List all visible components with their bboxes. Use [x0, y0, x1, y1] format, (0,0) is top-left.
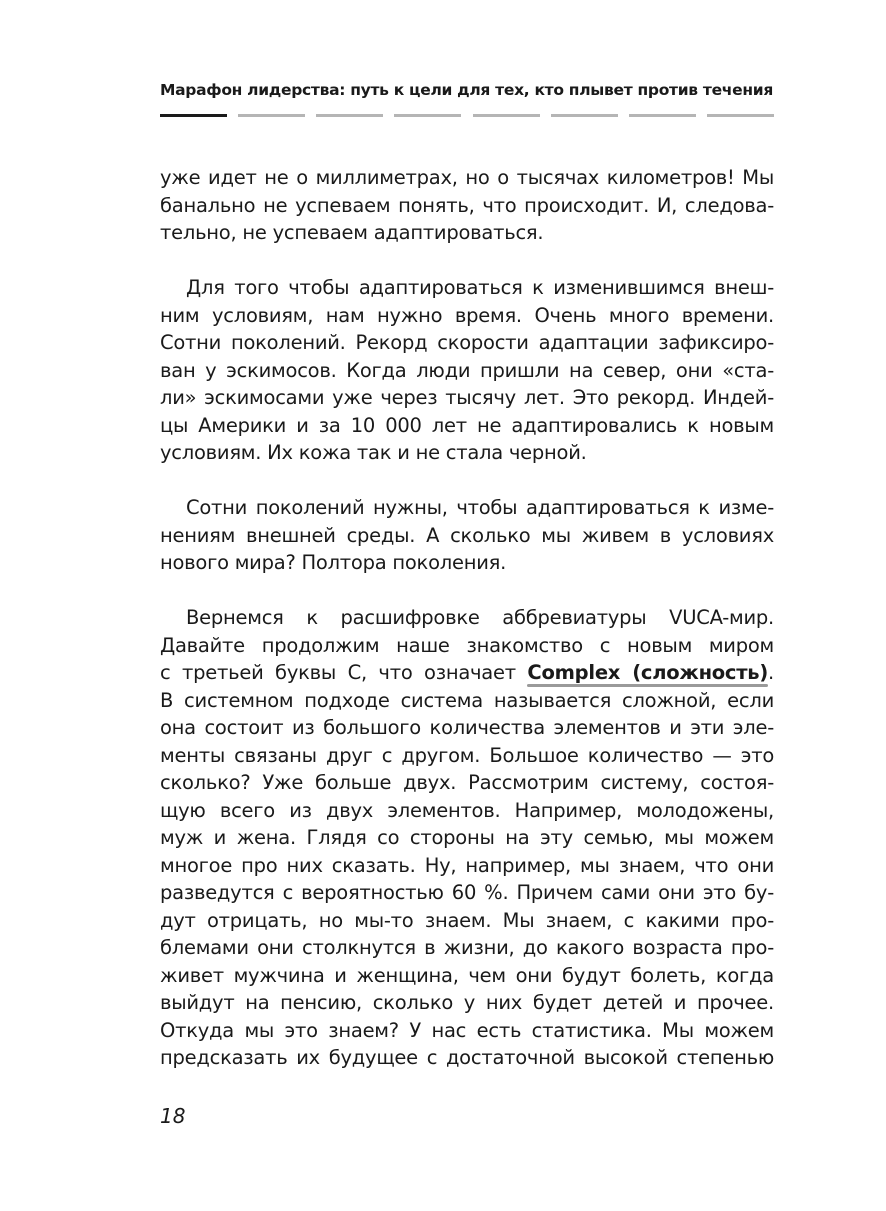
paragraph-3: [160, 494, 774, 577]
text-line: ним условиям, нам нужно время. Очень много времени.: [160, 303, 774, 327]
text-line: уже идет не о миллиметрах, но о тысячах километров! Мы: [160, 166, 774, 189]
paragraph-4: [160, 604, 774, 1072]
text-line-with-term: [160, 659, 774, 687]
paragraph-2: [160, 274, 774, 467]
text-line: Для того чтобы адаптироваться к изменившимся внеш-: [186, 276, 774, 299]
paragraph-1: [160, 164, 774, 247]
text-line: банально не успеваем понять, что происходит. И, следова-: [160, 193, 774, 217]
text-line: Сотни поколений. Рекорд скорости адаптации зафиксиро-: [160, 331, 774, 354]
term-underline: [527, 684, 768, 687]
text-line: щую всего из двух элементов. Например, молодожены,: [160, 798, 774, 822]
text-line: дут отрицать, но мы-то знаем. Мы знаем, с какими про-: [160, 908, 774, 932]
text-line: Давайте продолжим наше знакомство с новым миром: [160, 633, 774, 657]
header-rule-segment: [473, 114, 540, 117]
term-text: Complex (сложность): [527, 661, 769, 684]
text-line: цы Америки и за 10 000 лет не адаптировались к новым: [160, 413, 774, 437]
header-rule-segment: [238, 114, 305, 117]
text-line: Сотни поколений нужны, чтобы адаптироваться к изме-: [186, 496, 774, 519]
text-line: нового мира? Полтора поколения.: [160, 551, 507, 574]
text-line: многое про них сказать. Ну, например, мы знаем, что они: [160, 853, 774, 877]
text-line: В системном подходе система называется сложной, если: [160, 688, 774, 712]
header-rule-segment: [316, 114, 383, 117]
term-suffix: .: [768, 661, 774, 684]
header-rule-segment: [394, 114, 461, 117]
running-header: Марафон лидерства: путь к цели для тех, кто плывет против течения: [160, 81, 773, 99]
text-line: она состоит из большого количества элементов и эти эле-: [160, 716, 774, 739]
text-line: ли» эскимосами уже через тысячу лет. Это рекорд. Индей-: [160, 386, 774, 409]
text-line: блемами они столкнутся в жизни, до какого возраста про-: [160, 936, 774, 959]
header-rule-segment: [551, 114, 618, 117]
text-line: нениям внешней среды. А сколько мы живем в условиях: [160, 523, 774, 547]
text-line: Вернемся к расшифровке аббревиатуры VUCA-мир.: [186, 606, 774, 629]
text-line: ван у эскимосов. Когда люди пришли на север, они «ста-: [160, 358, 774, 382]
text-line: Откуда мы это знаем? У нас есть статистика. Мы можем: [160, 1018, 774, 1042]
highlighted-term: [527, 661, 768, 684]
text-line: сколько? Уже больше двух. Рассмотрим систему, состоя-: [160, 771, 774, 794]
text-line: тельно, не успеваем адаптироваться.: [160, 221, 544, 244]
header-rule-segment-active: [160, 114, 227, 117]
text-line: живет мужчина и женщина, чем они будут болеть, когда: [160, 963, 774, 987]
text-line: муж и жена. Глядя со стороны на эту семью, мы можем: [160, 826, 774, 849]
text-line: разведутся с вероятностью 60 %. Причем сами они это бу-: [160, 881, 774, 904]
body-text: [160, 164, 774, 1099]
text-line: выйдут на пенсию, сколько у них будет детей и прочее.: [160, 991, 774, 1014]
header-rule-segment: [707, 114, 774, 117]
text-line: предсказать их будущее с достаточной высокой степенью: [160, 1046, 774, 1069]
header-rule-segment: [629, 114, 696, 117]
page-number: 18: [160, 1104, 186, 1128]
term-lead-in: с третьей буквы С, что означает: [160, 661, 528, 684]
header-rule: [160, 114, 774, 117]
text-line: менты связаны друг с другом. Большое количество — это: [160, 743, 774, 767]
text-line: условиям. Их кожа так и не стала черной.: [160, 441, 587, 464]
